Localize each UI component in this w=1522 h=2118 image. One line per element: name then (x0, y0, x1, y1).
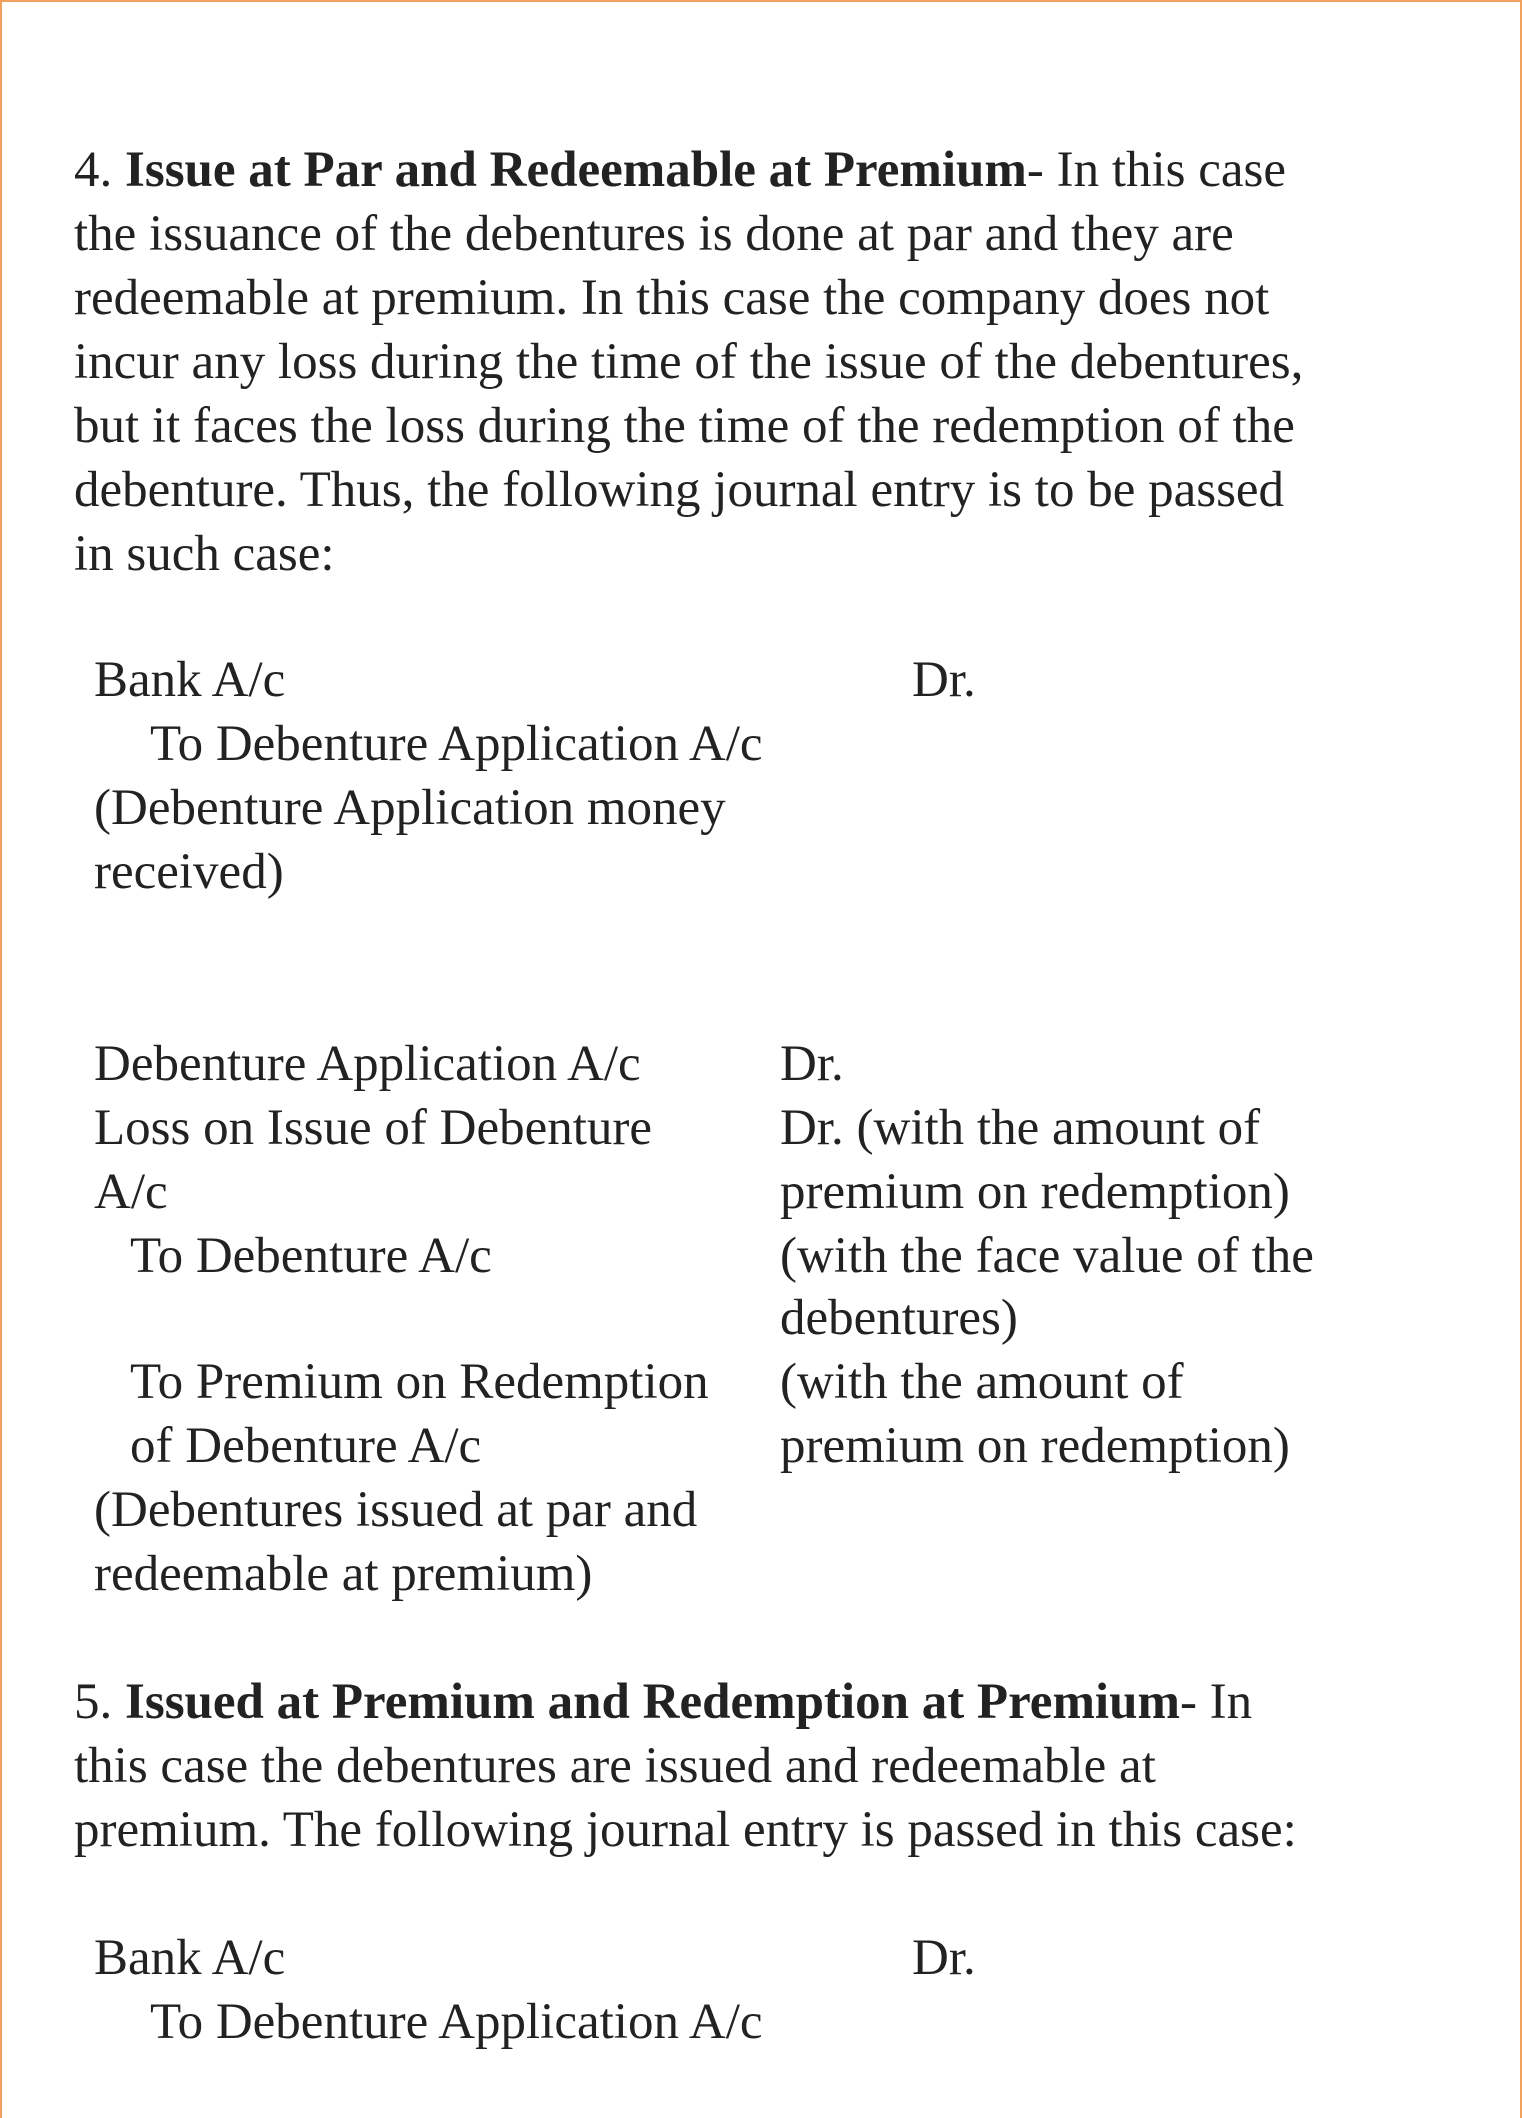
section-4-number: 4. (74, 142, 113, 198)
entry-right-line: debentures) (780, 1290, 1018, 1346)
section-4-line: in such case: (74, 526, 335, 582)
entry-debit-mark: Dr. (912, 652, 976, 708)
entry-debit-account: Bank A/c (94, 1930, 286, 1986)
entry-left-line: Debenture Application A/c (94, 1036, 641, 1092)
section-4-line: debenture. Thus, the following journal entry is to be passed (74, 462, 1285, 518)
entry-narration: received) (94, 844, 284, 900)
entry-left-line: redeemable at premium) (94, 1546, 593, 1602)
entry-left-line: (Debentures issued at par and (94, 1482, 698, 1538)
entry-right-line: Dr. (780, 1036, 844, 1092)
section-4-line: redeemable at premium. In this case the company does not (74, 270, 1270, 326)
entry-right-line: premium on redemption) (780, 1164, 1290, 1220)
entry-left-line: To Debenture A/c (130, 1228, 492, 1284)
section-5-line: - In (1179, 1674, 1253, 1730)
section-5-number: 5. (74, 1674, 113, 1730)
section-5-paragraph (74, 1670, 1297, 1862)
section-5-line: premium. The following journal entry is passed in this case: (74, 1802, 1297, 1858)
section-5-heading: Issued at Premium and Redemption at Premium (125, 1674, 1180, 1730)
entry-credit-account: To Debenture Application A/c (150, 716, 763, 772)
section-4-paragraph (74, 138, 1303, 586)
entry-debit-account: Bank A/c (94, 652, 286, 708)
entry-left-line: Loss on Issue of Debenture (94, 1100, 653, 1156)
section-5-line: this case the debentures are issued and redeemable at (74, 1738, 1156, 1794)
entry-right-line: (with the amount of (780, 1354, 1184, 1410)
entry-debit-mark: Dr. (912, 1930, 976, 1986)
entry-left-line: of Debenture A/c (130, 1418, 482, 1474)
entry-right-line: premium on redemption) (780, 1418, 1290, 1474)
section-4-line: the issuance of the debentures is done at par and they are (74, 206, 1234, 262)
entry-credit-account: To Debenture Application A/c (150, 1994, 763, 2050)
section-4-line: incur any loss during the time of the issue of the debentures, (74, 334, 1304, 390)
section-4-line: but it faces the loss during the time of the redemption of the (74, 398, 1295, 454)
section-4-heading: Issue at Par and Redeemable at Premium (125, 142, 1027, 198)
entry-right-line: Dr. (with the amount of (780, 1100, 1261, 1156)
entry-left-line: To Premium on Redemption (130, 1354, 709, 1410)
entry-left-line: A/c (94, 1164, 168, 1220)
entry-narration: (Debenture Application money (94, 780, 726, 836)
entry-right-line: (with the face value of the (780, 1228, 1314, 1284)
section-4-line: - In this case (1026, 142, 1287, 198)
